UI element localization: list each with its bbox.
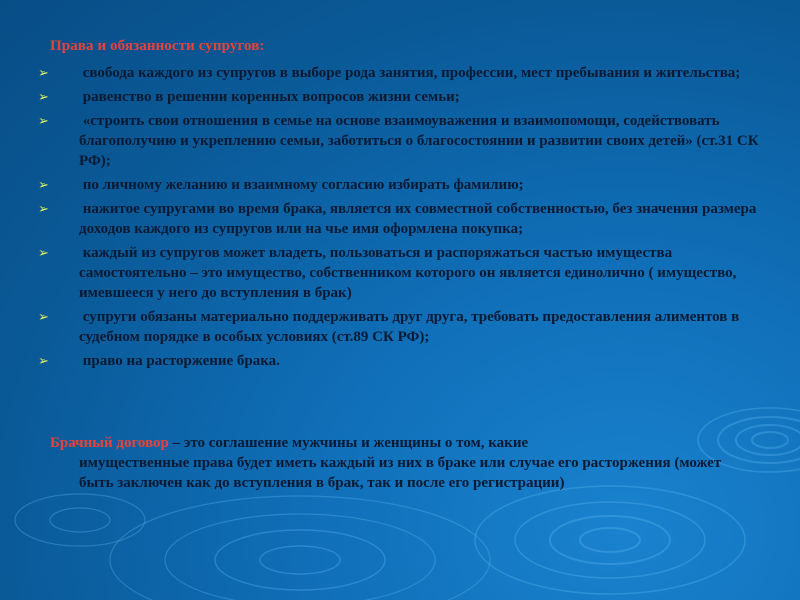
arrow-bullet-icon: ➢: [38, 310, 49, 325]
list-item: [0, 111, 800, 171]
arrow-bullet-icon: ➢: [38, 246, 49, 261]
arrow-bullet-icon: ➢: [38, 66, 49, 81]
arrow-bullet-icon: ➢: [38, 90, 49, 105]
list-item: [0, 199, 800, 239]
list-item-text: каждый из супругов может владеть, пользоваться и распоряжаться частью имущества самостоятельно – это имущество, собственником которого он является единолично ( имущество, имевшееся у него до вступления в брак): [79, 245, 737, 301]
arrow-bullet-icon: ➢: [38, 178, 49, 193]
arrow-bullet-icon: ➢: [38, 202, 49, 217]
list-item-text: нажитое супругами во время брака, является их совместной собственностью, без значения размера доходов каждого из супругов или на чье имя оформлена покупка;: [79, 201, 757, 237]
definition-term: Брачный договор: [50, 435, 169, 451]
list-item-text: равенство в решении коренных вопросов жизни семьи;: [82, 89, 460, 105]
arrow-bullet-icon: ➢: [38, 354, 49, 369]
rights-list: [0, 63, 800, 375]
list-item-text: супруги обязаны материально поддерживать друг друга, требовать предоставления алиментов в судебном порядке в особых условиях (ст.89 СК РФ);: [79, 309, 740, 345]
list-item: [0, 175, 800, 195]
list-item-text: свобода каждого из супругов в выборе рода занятия, профессии, мест пребывания и жительства;: [82, 65, 741, 81]
list-item-text: по личному желанию и взаимному согласию избирать фамилию;: [82, 177, 524, 193]
definition-first-line: – это соглашение мужчины и женщины о том, какие: [168, 435, 529, 451]
slide-heading: Права и обязанности супругов:: [50, 38, 265, 54]
list-item-text: право на расторжение брака.: [82, 353, 280, 369]
definition-continuation: имущественные права будет иметь каждый из них в браке или случае его расторжения (может быть заключен как до вступления в брак, так и после его регистрации): [79, 455, 722, 491]
list-item: [0, 307, 800, 347]
list-item: [0, 243, 800, 303]
list-item-text: «строить свои отношения в семье на основе взаимоуважения и взаимопомощи, содействовать благополучию и укреплению семьи, заботиться о благосостоянии и развитии своих детей» (ст.31 СК РФ);: [79, 113, 759, 169]
list-item: [0, 87, 800, 107]
marriage-contract-definition: [50, 433, 740, 493]
list-item: [0, 351, 800, 371]
arrow-bullet-icon: ➢: [38, 114, 49, 129]
list-item: [0, 63, 800, 83]
